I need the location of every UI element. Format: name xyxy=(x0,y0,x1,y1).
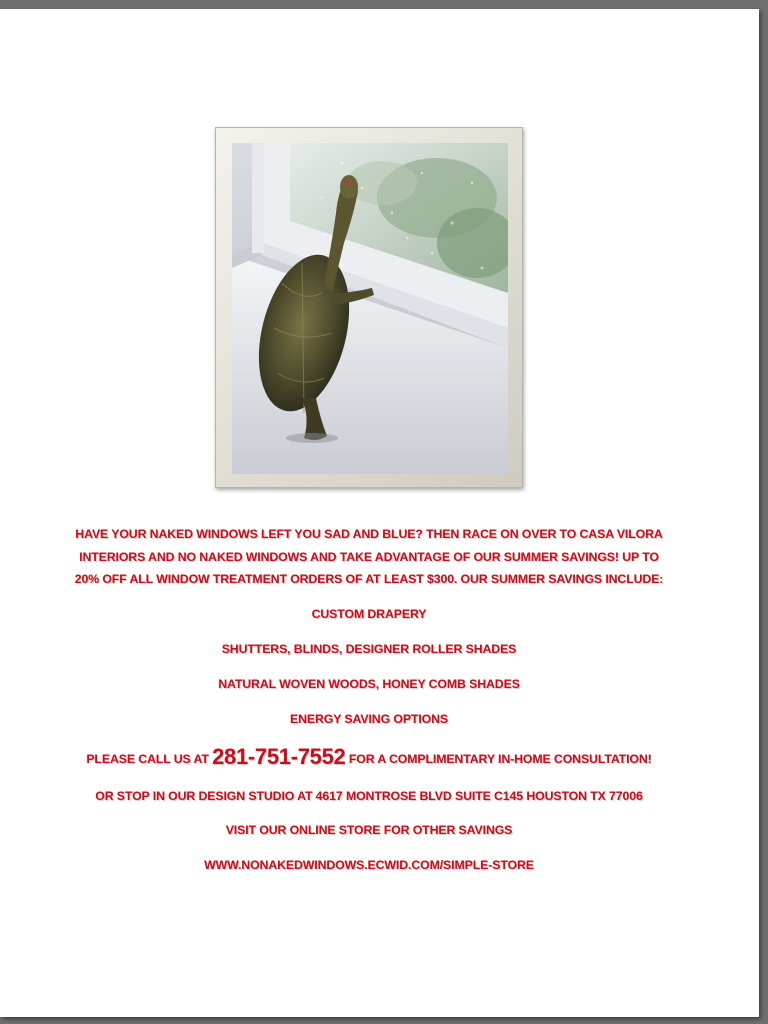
savings-item: SHUTTERS, BLINDS, DESIGNER ROLLER SHADES xyxy=(221,641,517,656)
savings-item: NATURAL WOVEN WOODS, HONEY COMB SHADES xyxy=(218,676,520,691)
call-suffix: FOR A COMPLIMENTARY IN-HOME CONSULTATION! xyxy=(348,751,652,766)
call-prefix: PLEASE CALL US AT xyxy=(86,751,209,766)
turtle-at-window-photo xyxy=(232,143,508,474)
document-page xyxy=(0,9,759,1017)
studio-address: OR STOP IN OUR DESIGN STUDIO AT 4617 MONTROSE BLVD SUITE C145 HOUSTON TX 77006 xyxy=(95,788,643,803)
promo-intro-line: INTERIORS AND NO NAKED WINDOWS AND TAKE ADVANTAGE OF OUR SUMMER SAVINGS! UP TO xyxy=(79,549,659,564)
promo-intro xyxy=(40,523,698,591)
photo-frame xyxy=(215,127,523,488)
promo-intro-line: HAVE YOUR NAKED WINDOWS LEFT YOU SAD AND BLUE? THEN RACE ON OVER TO CASA VILORA xyxy=(75,527,663,541)
promo-text xyxy=(40,523,698,876)
promo-intro-line: 20% OFF ALL WINDOW TREATMENT ORDERS OF AT LEAST $300. OUR SUMMER SAVINGS INCLUDE: xyxy=(74,572,664,586)
phone-number[interactable]: 281-751-7552 xyxy=(212,743,346,769)
call-line xyxy=(40,743,698,771)
savings-item: ENERGY SAVING OPTIONS xyxy=(289,711,449,726)
store-url-link[interactable]: WWW.NONAKEDWINDOWS.ECWID.COM/SIMPLE-STORE xyxy=(204,857,534,872)
online-store-text: VISIT OUR ONLINE STORE FOR OTHER SAVINGS xyxy=(225,823,513,837)
savings-item: CUSTOM DRAPERY xyxy=(311,606,427,621)
